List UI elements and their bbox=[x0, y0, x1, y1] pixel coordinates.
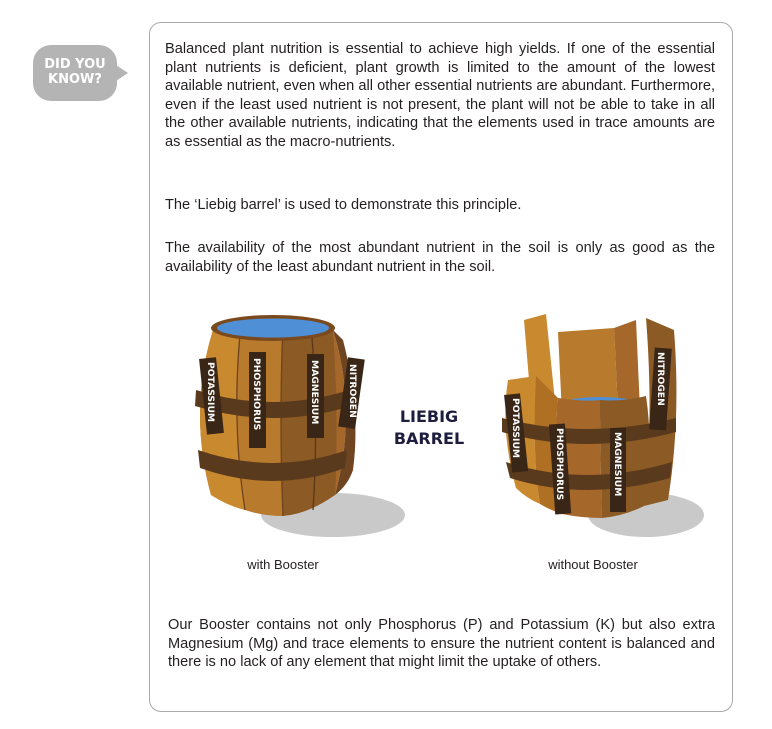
liebig-paragraph: The ‘Liebig barrel’ is used to demonstrate this principle. bbox=[165, 197, 522, 213]
barrel-water bbox=[217, 319, 329, 338]
availability-paragraph: The availability of the most abundant nutrient in the soil is only as good as the availability of the least abundant nutrient in the soil. bbox=[165, 240, 715, 275]
nitrogen-label: NITROGEN bbox=[655, 352, 666, 406]
magnesium-label: MAGNESIUM bbox=[612, 432, 623, 497]
did-you-know-badge bbox=[33, 45, 117, 101]
with-booster-caption: with Booster bbox=[247, 557, 319, 572]
phosphorus-label: PHOSPHORUS bbox=[251, 358, 262, 431]
potassium-label: POTASSIUM bbox=[510, 398, 521, 459]
full-barrel-illustration bbox=[183, 310, 403, 545]
nitrogen-label: NITROGEN bbox=[347, 364, 358, 418]
magnesium-label: MAGNESIUM bbox=[309, 360, 320, 425]
booster-paragraph: Our Booster contains not only Phosphorus (P) and Potassium (K) but also extra Magnesium (Mg) and trace elements to ensure the nutrient content is balanced and there is no lack of any element that might limit the uptake of others. bbox=[168, 617, 715, 671]
intro-paragraph: Balanced plant nutrition is essential to achieve high yields. If one of the essential plant nutrients is deficient, plant growth is limited to the amount of the lowest available nutrient, even when all other essential nutrients are abundant. Furthermore, even if the least used nutrient is not present, the plant will not be able to take in all the other available nutrients, indicating that the elements used in trace amounts are as essential as the macro-nutrients. bbox=[165, 41, 715, 150]
broken-barrel-illustration bbox=[496, 310, 711, 545]
potassium-label: POTASSIUM bbox=[205, 362, 216, 423]
without-booster-caption: without Booster bbox=[548, 557, 638, 572]
liebig-barrel-title: LIEBIG BARREL bbox=[393, 407, 465, 448]
phosphorus-label: PHOSPHORUS bbox=[554, 428, 565, 501]
badge-text: DID YOU KNOW? bbox=[44, 57, 106, 87]
